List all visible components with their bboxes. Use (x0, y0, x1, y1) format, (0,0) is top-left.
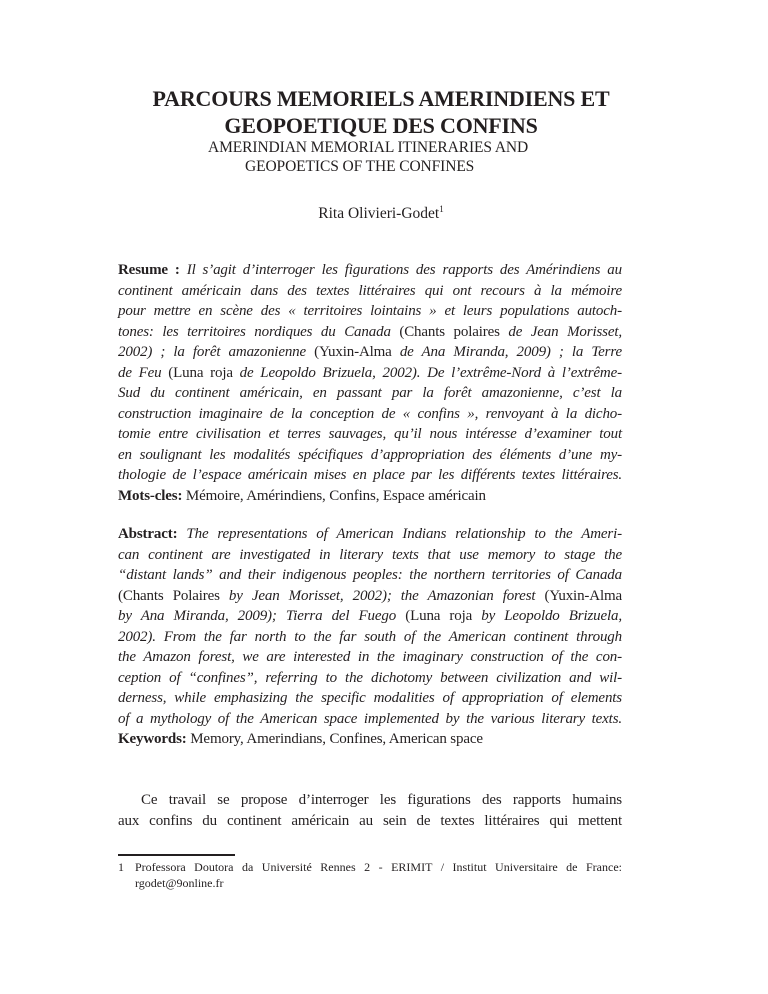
text-run: 2002). From the far north to the far south of the American continent through (118, 628, 622, 645)
text-run: (Chants polaires (399, 323, 509, 340)
text-line (118, 445, 622, 466)
author-name: Rita Olivieri-Godet (318, 205, 440, 222)
text-line (118, 606, 622, 627)
title-line: PARCOURS MEMORIELS AMERINDIENS ET (152, 86, 610, 111)
text-line (118, 322, 622, 343)
text-line (118, 281, 622, 302)
text-line (118, 811, 622, 832)
text-line (118, 709, 622, 730)
section-label: Resume : (118, 262, 187, 278)
text-run: tomie entre civilisation et terres sauvages, qu’il nous intéresse d’examiner tout (118, 426, 622, 442)
footnote-email[interactable]: rgodet@9online.fr (135, 875, 224, 890)
text-run: the Amazon forest, we are interested in the imaginary construction of the con- (118, 649, 622, 665)
text-run: Il s’agit d’interroger les figurations des rapports des Amérindiens au (186, 262, 622, 278)
text-run: 2002) ; la forêt amazonienne (118, 344, 315, 360)
text-run: (Luna roja (168, 364, 240, 381)
footnote-text-line: Professora Doutora da Université Rennes 2 - ERIMIT / Institut Universitaire de France: (135, 860, 622, 874)
text-run: Ce travail se propose d’interroger les figurations des rapports humains (141, 792, 622, 808)
footnote-separator (118, 854, 235, 856)
text-line (118, 545, 622, 566)
text-run: ception of “confines”, referring to the dichotomy between civilization and wil- (118, 669, 622, 686)
english-subtitle-line: AMERINDIAN MEMORIAL ITINERARIES AND (208, 139, 529, 156)
text-run: pour mettre en scène des « territoires lointains » et leurs populations autoch- (118, 303, 622, 319)
text-line (118, 424, 622, 445)
text-run: continent américain dans des textes littéraires qui ont recours à la mémoire (118, 282, 622, 299)
text-run: (Luna roja (405, 608, 482, 624)
abstract-section (118, 524, 622, 750)
article-title (0, 85, 762, 139)
footnote-number: 1 (118, 860, 124, 874)
section-label: Keywords: (118, 731, 191, 747)
text-run: Mémoire, Amérindiens, Confins, Espace américain (185, 487, 486, 504)
text-line (118, 363, 622, 384)
section-label: Abstract: (118, 526, 187, 542)
text-run: of a mythology of the American space implemented by the various literary texts. (118, 710, 622, 727)
text-line (118, 404, 622, 425)
text-run: construction imaginaire de la conception de « confins », renvoyant à la dicho- (118, 405, 622, 422)
text-run: Memory, Amerindians, Confines, American space (190, 731, 483, 747)
text-run: tones: les territoires nordiques du Canada (118, 323, 400, 340)
body-paragraph (118, 790, 622, 831)
text-run: (Yuxin-Alma (314, 344, 400, 360)
text-line (118, 486, 622, 507)
text-run: (Yuxin-Alma (544, 587, 622, 604)
text-line (118, 565, 622, 586)
title-line: GEOPOETIQUE DES CONFINS (224, 113, 538, 138)
author (0, 199, 762, 224)
text-run: by Jean Morisset, 2002); the Amazonian forest (228, 587, 545, 604)
text-line (118, 790, 622, 811)
text-run: “distant lands” and their indigenous peoples: the northern territories of Canada (118, 567, 622, 583)
text-run: en soulignant les modalités spécifiques d’appropriation des éléments d’une my- (118, 446, 622, 463)
text-line (118, 586, 622, 607)
text-run: derness, while emphasizing the specific modalities of appropriation of elements (118, 690, 622, 706)
text-line (118, 688, 622, 709)
footnote (118, 860, 622, 891)
text-line (118, 260, 622, 281)
text-line (118, 524, 622, 545)
text-run: The representations of American Indians relationship to the Ameri- (186, 526, 622, 542)
text-line (118, 383, 622, 404)
text-line (118, 627, 622, 648)
text-line (118, 342, 622, 363)
section-label: Mots-cles: (118, 487, 186, 504)
text-run: can continent are investigated in literary texts that use memory to stage the (118, 546, 622, 563)
text-run: thologie de l’espace américain mises en place par les différents textes littéraires. (118, 467, 622, 483)
text-line (118, 668, 622, 689)
text-line (118, 301, 622, 322)
text-run: de Jean Morisset, (508, 323, 622, 340)
text-run: Sud du continent américain, en passant par la forêt amazonienne, c’est la (118, 385, 622, 401)
text-run: aux confins du continent américain au sein de textes littéraires qui mettent (118, 812, 622, 829)
text-run: de Leopoldo Brizuela, 2002). De l’extrême-Nord à l’extrême- (239, 364, 622, 381)
footnote-ref[interactable]: 1 (439, 204, 444, 214)
english-subtitle-line: GEOPOETICS OF THE CONFINES (245, 158, 475, 175)
text-line (118, 465, 622, 486)
text-run: (Chants Polaires (118, 587, 229, 604)
resume-section (118, 260, 622, 506)
text-run: de Ana Miranda, 2009) ; la Terre (399, 344, 623, 360)
text-line (118, 647, 622, 668)
text-run: by Leopoldo Brizuela, (481, 608, 622, 624)
text-run: de Feu (118, 364, 169, 381)
text-run: by Ana Miranda, 2009); Tierra del Fuego (118, 608, 406, 624)
text-line (118, 729, 622, 750)
